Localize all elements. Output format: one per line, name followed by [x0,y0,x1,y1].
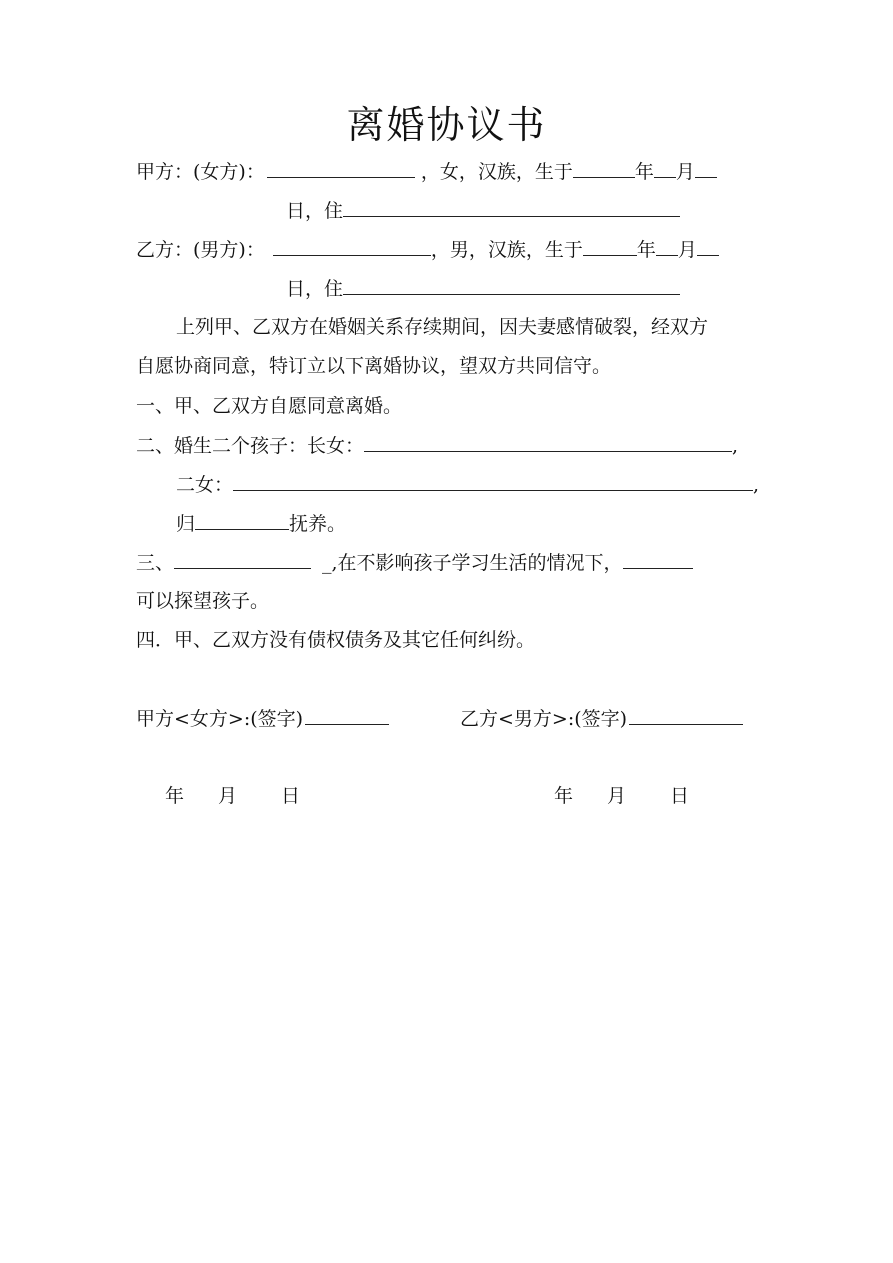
signature-a [136,704,389,733]
party-b-residence-line [286,274,680,303]
clause-1: 一、甲、乙双方自愿同意离婚。 [136,395,403,417]
clause-2-line-1 [136,431,738,460]
date-b-year: 年 [554,785,574,807]
party-a-month-label: 月 [675,161,695,183]
party-a-gender-text: ，女，汉族，生于 [420,161,573,183]
clause-2-comma: , [732,435,739,457]
custody-blank[interactable] [195,509,289,530]
clause-2-label: 二、婚生二个孩子：长女： [136,435,365,457]
second-daughter-label: 二女： [176,474,234,496]
second-daughter-blank[interactable] [233,470,753,491]
party-b-label: 乙方：(男方)： [136,239,265,261]
party-a-birth-year-blank[interactable] [573,157,635,178]
clause-3-line-2: 可以探望孩子。 [136,590,270,612]
party-b-year-label: 年 [636,239,656,261]
clause-3-mid: _,在不影响孩子学习生活的情况下， [322,552,623,574]
visiting-party-blank[interactable] [174,548,311,569]
date-a-day: 日 [281,785,301,807]
document-title: 离婚协议书 [346,103,547,147]
signature-a-blank[interactable] [305,704,389,725]
party-a-year-label: 年 [634,161,654,183]
date-b-month: 月 [607,785,627,807]
party-b-line [136,235,719,264]
clause-2-line-2 [176,470,759,499]
party-a-residence-line [286,196,680,225]
party-b-residence-blank[interactable] [343,274,680,295]
party-b-day-residence: 日，住 [286,278,344,300]
party-b-gender-text: ，男，汉族，生于 [430,239,583,261]
date-b-day: 日 [670,785,690,807]
party-a-birth-day-blank[interactable] [695,157,717,178]
party-a-line [136,157,717,186]
date-a-year: 年 [165,785,185,807]
signature-a-label: 甲方<女方>:(签字) [136,708,304,730]
signature-b-label: 乙方<男方>:(签字) [460,708,628,730]
intro-line-2: 自愿协商同意，特订立以下离婚协议，望双方共同信守。 [136,355,612,377]
party-a-birth-month-blank[interactable] [654,157,676,178]
party-a-residence-blank[interactable] [343,196,680,217]
party-a-label: 甲方：(女方)： [136,161,265,183]
intro-line-1: 上列甲、乙双方在婚姻关系存续期间，因夫妻感情破裂，经双方 [176,316,709,338]
party-b-birth-month-blank[interactable] [656,235,678,256]
clause-3-pre: 三、 [136,552,175,574]
signature-b-blank[interactable] [629,704,743,725]
party-a-day-residence: 日，住 [286,200,344,222]
party-b-birth-day-blank[interactable] [697,235,719,256]
clause-4: 四．甲、乙双方没有债权债务及其它任何纠纷。 [136,629,536,651]
clause-2-second-comma: , [753,474,760,496]
signature-b [460,704,743,733]
clause-3-line-1 [136,548,693,577]
party-b-name-blank[interactable] [273,235,431,256]
visitor-blank[interactable] [623,548,693,569]
custody-post: 抚养。 [289,513,347,535]
date-a-month: 月 [218,785,238,807]
clause-2-line-3 [176,509,346,538]
party-b-month-label: 月 [677,239,697,261]
eldest-daughter-blank[interactable] [364,431,732,452]
party-b-birth-year-blank[interactable] [583,235,637,256]
party-a-name-blank[interactable] [267,157,415,178]
custody-pre: 归 [176,513,196,535]
